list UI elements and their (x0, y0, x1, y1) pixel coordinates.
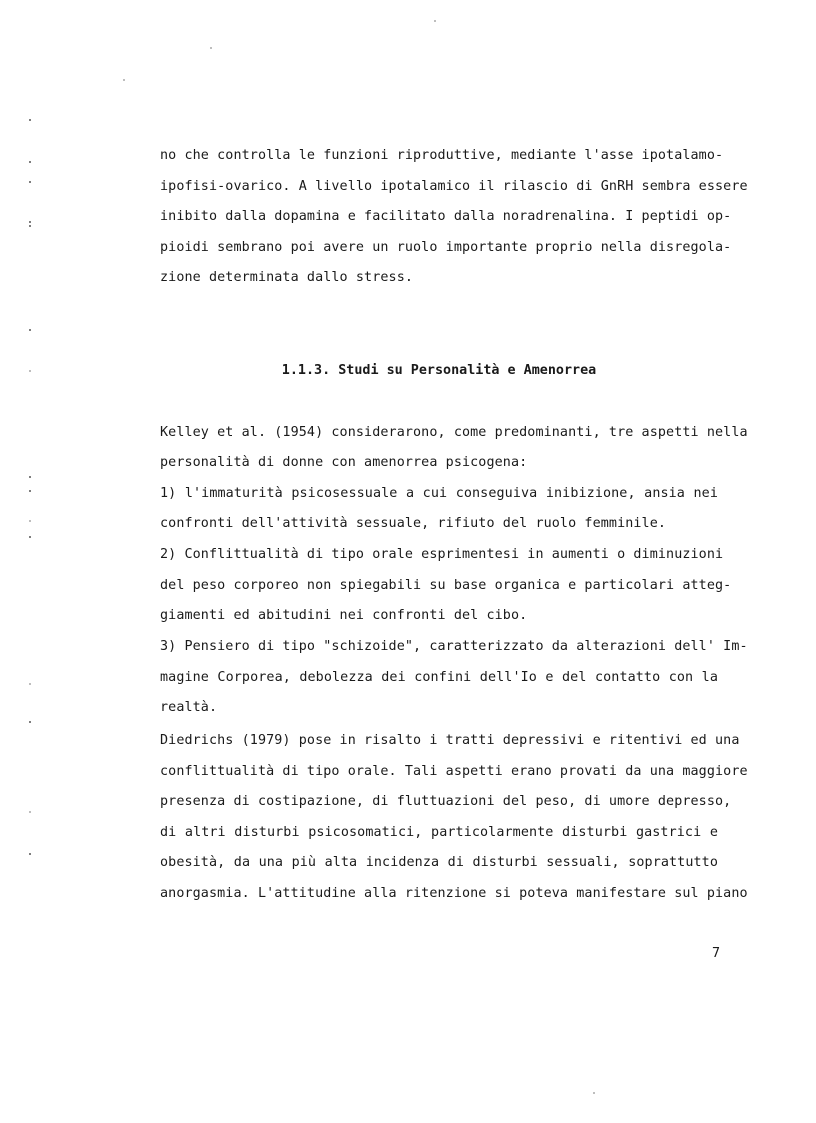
scan-speck (29, 370, 31, 372)
scan-speck (29, 225, 31, 227)
scan-speck (29, 181, 31, 183)
text-line: 3) Pensiero di tipo "schizoide", caratterizzato da alterazioni dell' Im- (160, 639, 748, 654)
text-line: no che controlla le funzioni riproduttive, mediante l'asse ipotalamo- (160, 148, 724, 163)
text-line: confronti dell'attività sessuale, rifiuto del ruolo femminile. (160, 516, 667, 531)
page-number: 7 (711, 946, 720, 961)
scan-speck (29, 536, 31, 538)
text-line: realtà. (160, 700, 218, 715)
text-line: magine Corporea, debolezza dei confini dell'Io e del contatto con la (160, 670, 718, 685)
scan-speck (29, 811, 31, 813)
text-line: Diedrichs (1979) pose in risalto i tratti depressivi e ritentivi ed una (160, 733, 740, 748)
text-line: personalità di donne con amenorrea psicogena: (160, 455, 528, 470)
text-line: giamenti ed abitudini nei confronti del cibo. (160, 608, 528, 623)
text-line: di altri disturbi psicosomatici, particolarmente disturbi gastrici e (160, 825, 718, 840)
scan-speck (593, 1092, 595, 1094)
scan-speck (123, 79, 125, 81)
scan-speck (434, 20, 436, 22)
text-line: Kelley et al. (1954) considerarono, come predominanti, tre aspetti nella (160, 425, 748, 440)
text-line: presenza di costipazione, di fluttuazioni del peso, di umore depresso, (160, 794, 732, 809)
text-line: zione determinata dallo stress. (160, 270, 414, 285)
text-line: anorgasmia. L'attitudine alla ritenzione si poteva manifestare sul piano (160, 886, 748, 901)
scan-speck (29, 476, 31, 478)
scan-speck (29, 721, 31, 723)
text-line: 2) Conflittualità di tipo orale esprimentesi in aumenti o diminuzioni (160, 547, 724, 562)
text-line: ipofisi-ovarico. A livello ipotalamico il rilascio di GnRH sembra essere (160, 179, 748, 194)
scan-speck (29, 853, 31, 855)
text-line: inibito dalla dopamina e facilitato dalla noradrenalina. I peptidi op- (160, 209, 732, 224)
scan-speck (210, 47, 212, 49)
scan-speck (29, 119, 31, 121)
scan-speck (29, 683, 31, 685)
text-line: 1) l'immaturità psicosessuale a cui conseguiva inibizione, ansia nei (160, 486, 718, 501)
section-heading: 1.1.3. Studi su Personalità e Amenorrea (281, 363, 597, 378)
text-line: del peso corporeo non spiegabili su base organica e particolari atteg- (160, 578, 732, 593)
text-line: obesità, da una più alta incidenza di disturbi sessuali, soprattutto (160, 855, 718, 870)
scan-speck (29, 161, 31, 163)
scan-speck (29, 520, 31, 522)
scan-speck (29, 221, 31, 223)
scan-speck (29, 490, 31, 492)
scan-speck (29, 329, 31, 331)
text-line: pioidi sembrano poi avere un ruolo importante proprio nella disregola- (160, 240, 732, 255)
text-line: conflittualità di tipo orale. Tali aspetti erano provati da una maggiore (160, 764, 748, 779)
